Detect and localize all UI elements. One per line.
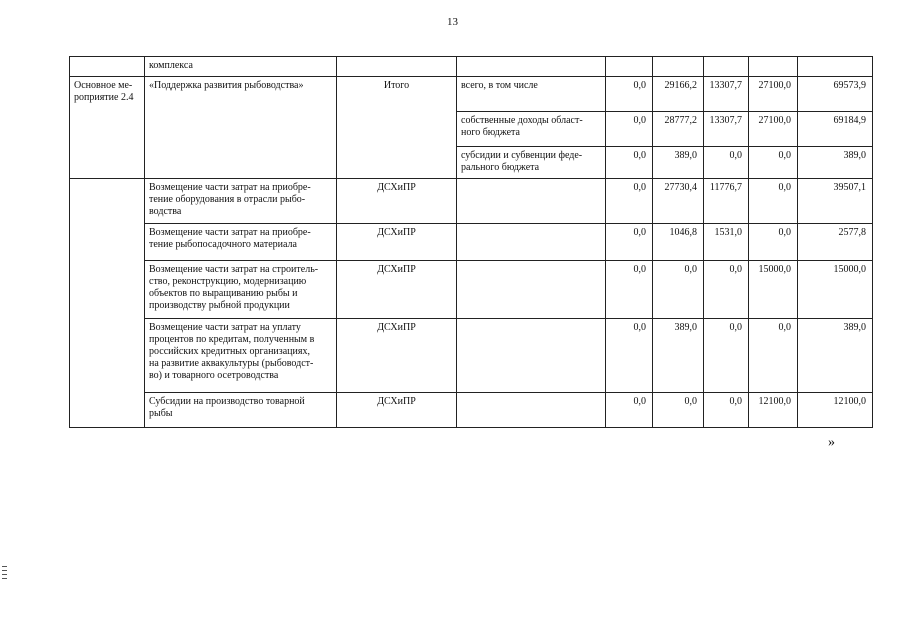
cell-total-text: 389,0 xyxy=(843,322,866,333)
cell-value-text: 27100,0 xyxy=(758,80,791,91)
cell-value-text: 28777,2 xyxy=(664,115,697,126)
cell-value xyxy=(749,77,798,112)
table-row xyxy=(70,224,873,261)
cell-name-text: комплекса xyxy=(149,60,193,71)
cell-value xyxy=(606,261,653,319)
cell-value-text: 27730,4 xyxy=(664,182,697,193)
cell-value-text: 0,0 xyxy=(633,115,646,126)
cell-value-text: 0,0 xyxy=(633,264,646,275)
cell-total-text: 69573,9 xyxy=(833,80,866,91)
cell-value xyxy=(606,179,653,224)
cell-value xyxy=(749,261,798,319)
cell-value xyxy=(704,224,749,261)
cell-value-text: 29166,2 xyxy=(664,80,697,91)
cell-value xyxy=(749,224,798,261)
cell-empty xyxy=(457,57,606,77)
cell-value xyxy=(653,179,704,224)
cell-value-text: 0,0 xyxy=(633,396,646,407)
cell-total xyxy=(798,112,873,147)
cell-value xyxy=(606,319,653,393)
cell-value xyxy=(606,77,653,112)
cell-value-text: 389,0 xyxy=(674,150,697,161)
cell-value xyxy=(749,112,798,147)
cell-total xyxy=(798,319,873,393)
cell-measure-name-text: Возмещение части затрат на строитель- ство, реконструкцию, модернизацию объектов по выращиванию рыбы и производству рыбной продукции xyxy=(149,264,319,311)
cell-funding-source-text: всего, в том числе xyxy=(461,80,538,91)
cell-measure-name xyxy=(145,261,337,319)
cell-executor-text: ДСХиПР xyxy=(377,322,416,333)
cell-total xyxy=(798,261,873,319)
cell-total-text: 15000,0 xyxy=(833,264,866,275)
cell-total xyxy=(798,224,873,261)
cell-executor-text: ДСХиПР xyxy=(377,227,416,238)
cell-measure-name-text: Возмещение части затрат на приобре- тение оборудования в отрасли рыбо- водства xyxy=(149,182,311,217)
cell-value-text: 0,0 xyxy=(633,227,646,238)
cell-measure-name xyxy=(145,179,337,224)
cell-value xyxy=(606,224,653,261)
cell-funding-source xyxy=(457,112,606,147)
cell-executor xyxy=(337,261,457,319)
cell-value xyxy=(749,179,798,224)
cell-funding-source-text: собственные доходы област- ного бюджета xyxy=(461,115,583,138)
cell-executor-text: ДСХиПР xyxy=(377,264,416,275)
cell-total xyxy=(798,393,873,428)
cell-total-text: 12100,0 xyxy=(833,396,866,407)
cell-value xyxy=(749,147,798,179)
cell-total-text: 69184,9 xyxy=(833,115,866,126)
cell-value-text: 1531,0 xyxy=(714,227,742,238)
cell-funding-source xyxy=(457,224,606,261)
margin-marks xyxy=(2,566,7,582)
cell-value xyxy=(704,77,749,112)
cell-value-text: 0,0 xyxy=(729,150,742,161)
cell-empty xyxy=(749,57,798,77)
cell-value-text: 12100,0 xyxy=(758,396,791,407)
cell-value xyxy=(704,261,749,319)
cell-executor xyxy=(337,179,457,224)
cell-measure-name-text: Субсидии на производство товарной рыбы xyxy=(149,396,305,419)
cell-value xyxy=(749,319,798,393)
cell-value xyxy=(606,147,653,179)
cell-measure-name xyxy=(145,319,337,393)
cell-event-label xyxy=(70,77,145,179)
cell-funding-source xyxy=(457,319,606,393)
cell-executor xyxy=(337,393,457,428)
cell-value-text: 0,0 xyxy=(778,182,791,193)
cell-value-text: 13307,7 xyxy=(709,80,742,91)
cell-value xyxy=(653,261,704,319)
cell-value-text: 0,0 xyxy=(729,322,742,333)
cell-executor xyxy=(337,224,457,261)
cell-measure-name-text: Возмещение части затрат на приобре- тение рыбопосадочного материала xyxy=(149,227,311,250)
cell-value xyxy=(704,393,749,428)
table-row xyxy=(70,261,873,319)
cell-funding-source xyxy=(457,147,606,179)
cell-value-text: 27100,0 xyxy=(758,115,791,126)
cell-value-text: 389,0 xyxy=(674,322,697,333)
cell-value-text: 15000,0 xyxy=(758,264,791,275)
cell-measure-name-text: Возмещение части затрат на уплату процентов по кредитам, полученным в российских кредитных организациях, на развитие аквакультуры (рыбоводст- во) и товарного осетроводства xyxy=(149,322,315,381)
cell-executor-text: ДСХиПР xyxy=(377,182,416,193)
cell-value-text: 0,0 xyxy=(778,322,791,333)
cell-value xyxy=(653,112,704,147)
cell-empty xyxy=(653,57,704,77)
cell-empty xyxy=(606,57,653,77)
table-row xyxy=(70,179,873,224)
table-row xyxy=(70,77,873,112)
cell-value xyxy=(704,319,749,393)
program-funding-table xyxy=(69,56,873,428)
table-row xyxy=(70,393,873,428)
cell-value-text: 0,0 xyxy=(633,322,646,333)
cell-executor xyxy=(337,319,457,393)
cell-event-name-text: «Поддержка развития рыбоводства» xyxy=(149,80,304,91)
cell-value-text: 0,0 xyxy=(684,264,697,275)
cell-total-text: 39507,1 xyxy=(833,182,866,193)
cell-measure-name xyxy=(145,393,337,428)
cell-executor xyxy=(337,77,457,179)
cell-empty xyxy=(337,57,457,77)
cell-value xyxy=(653,319,704,393)
cell-value xyxy=(653,393,704,428)
cell-event-name xyxy=(145,77,337,179)
cell-value xyxy=(653,147,704,179)
cell-total-text: 389,0 xyxy=(843,150,866,161)
cell-value-text: 0,0 xyxy=(684,396,697,407)
cell-value-text: 0,0 xyxy=(633,150,646,161)
cell-funding-source xyxy=(457,393,606,428)
cell-value-text: 0,0 xyxy=(729,396,742,407)
cell-value xyxy=(606,112,653,147)
cell-total xyxy=(798,147,873,179)
cell-empty xyxy=(798,57,873,77)
cell-value-text: 0,0 xyxy=(778,150,791,161)
cell-value xyxy=(749,393,798,428)
cell-executor-text: ДСХиПР xyxy=(377,396,416,407)
cell-event-label xyxy=(70,179,145,428)
table-row xyxy=(70,57,873,77)
cell-funding-source xyxy=(457,261,606,319)
cell-value-text: 0,0 xyxy=(633,182,646,193)
cell-value-text: 13307,7 xyxy=(709,115,742,126)
cell-total xyxy=(798,77,873,112)
cell-value xyxy=(704,112,749,147)
cell-value xyxy=(653,224,704,261)
cell-value-text: 0,0 xyxy=(778,227,791,238)
page-number: 13 xyxy=(447,16,458,28)
cell-value-text: 0,0 xyxy=(633,80,646,91)
cell-total xyxy=(798,179,873,224)
cell-value xyxy=(704,179,749,224)
cell-event-label xyxy=(70,57,145,77)
cell-value-text: 0,0 xyxy=(729,264,742,275)
cell-value xyxy=(653,77,704,112)
closing-quote: » xyxy=(828,435,835,450)
cell-value xyxy=(606,393,653,428)
cell-measure-name xyxy=(145,224,337,261)
cell-value-text: 1046,8 xyxy=(669,227,697,238)
cell-funding-source xyxy=(457,77,606,112)
table-body xyxy=(70,57,873,428)
cell-event-label-text: Основное ме- роприятие 2.4 xyxy=(74,80,134,103)
cell-name xyxy=(145,57,337,77)
cell-executor-text: Итого xyxy=(383,80,410,91)
cell-total-text: 2577,8 xyxy=(838,227,866,238)
cell-value-text: 11776,7 xyxy=(709,182,742,193)
cell-funding-source-text: субсидии и субвенции феде- рального бюджета xyxy=(461,150,583,173)
cell-funding-source xyxy=(457,179,606,224)
table-row xyxy=(70,319,873,393)
cell-empty xyxy=(704,57,749,77)
cell-value xyxy=(704,147,749,179)
